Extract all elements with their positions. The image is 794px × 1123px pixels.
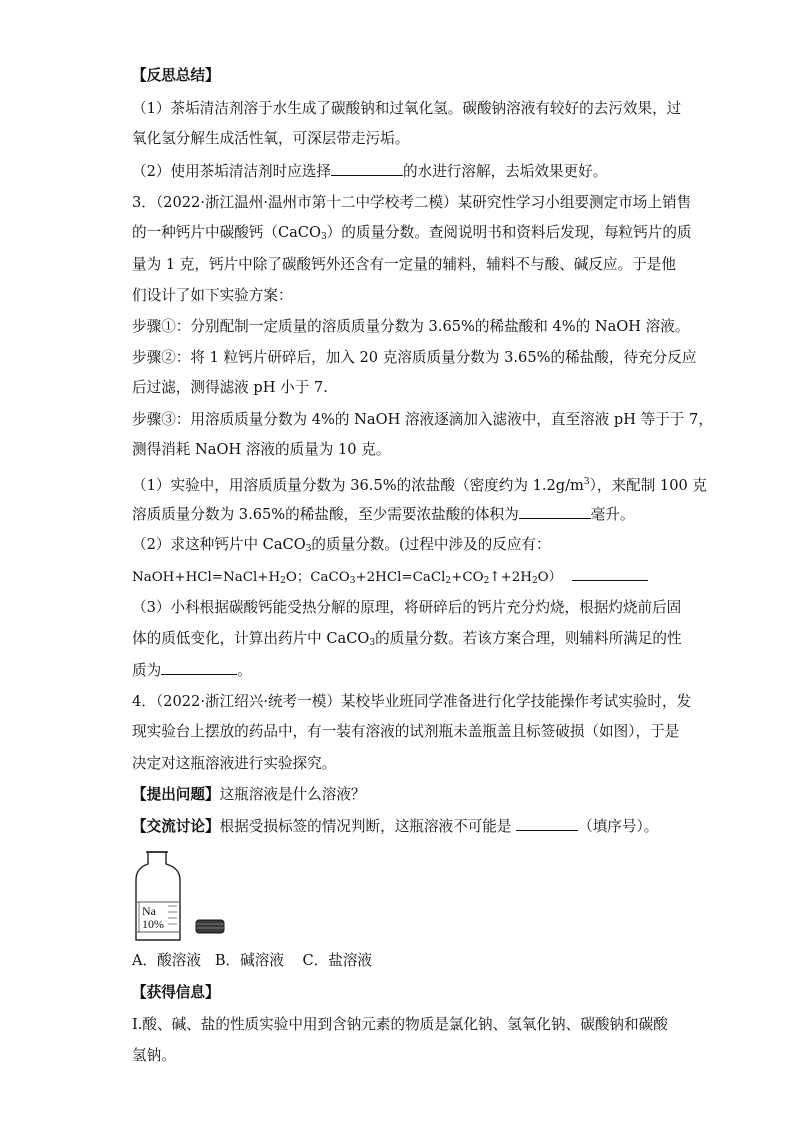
step-2-line-2: 后过滤，测得滤液 pH 小于 7. <box>132 379 328 396</box>
q3-1-text: ），来配制 100 克 <box>589 477 708 494</box>
question-3-line-2 <box>132 223 692 247</box>
q3-2-text: （2）求这种钙片中 CaCO <box>132 536 306 553</box>
step-3-line-2: 测得消耗 NaOH 溶液的质量为 10 克。 <box>132 441 391 458</box>
discussion-text: 根据受损标签的情况判断，这瓶溶液不可能是 <box>219 818 517 835</box>
info-line-1: Ⅰ.酸、碱、盐的性质实验中用到含钠元素的物质是氯化钠、氢氧化钠、碳酸钠和碳酸 <box>132 1016 668 1033</box>
question-3-part-3-line-3 <box>132 660 252 681</box>
question-4-line-2: 现实验台上摆放的药品中，有一装有溶液的试剂瓶未盖瓶盖且标签破损（如图），于是 <box>132 723 680 740</box>
question-3-part-3-line-2 <box>132 629 682 653</box>
raise-question-heading: 【提出问题】 <box>132 786 220 803</box>
q3-text: 的一种钙片中碳酸钙（CaCO <box>132 224 321 241</box>
reflect-item-2 <box>132 161 607 182</box>
answer-blank[interactable] <box>161 660 237 675</box>
answer-blank[interactable] <box>331 161 403 176</box>
answer-blank[interactable] <box>516 816 578 831</box>
question-3-line-1: 3．（2022·浙江温州·温州市第十二中学校考二模）某研究性学习小组要测定市场上销售 <box>132 194 692 211</box>
equation-text: NaOH+HCl=NaCl+H <box>132 570 281 585</box>
equation-text: O） <box>537 570 563 585</box>
discussion-heading: 【交流讨论】 <box>132 818 220 835</box>
step-1: 步骤①：分别配制一定质量的溶质质量分数为 3.65%的稀盐酸和 4%的 NaOH 溶液。 <box>132 318 690 335</box>
q3-3-text: 体的质低变化，计算出药片中 CaCO <box>132 630 370 647</box>
info-line-2: 氢钠。 <box>132 1047 176 1064</box>
question-3-part-1-line-1 <box>132 472 707 496</box>
discussion-text: （填序号）。 <box>578 818 659 835</box>
reflect-item-1-line-2: 氧化氢分解生成活性氧，可深层带走污垢。 <box>132 130 410 147</box>
equation-text: +2HCl=CaCl <box>355 570 446 585</box>
reagent-bottle-figure <box>134 850 254 942</box>
superscript: 3 <box>583 477 590 487</box>
raise-question <box>132 785 366 805</box>
raise-question-text: 这瓶溶液是什么溶液？ <box>219 786 366 803</box>
info-heading: 【获得信息】 <box>132 984 220 1001</box>
discussion <box>132 816 658 837</box>
subscript: 2 <box>483 576 490 586</box>
answer-blank[interactable] <box>572 566 648 581</box>
reflect-item-2-text-b: 的水进行溶解，去垢效果更好。 <box>403 163 608 180</box>
q3-3-text: 。 <box>237 662 252 679</box>
question-4-line-1: 4．（2022·浙江绍兴·统考一模）某校毕业班同学准备进行化学技能操作考试实验时，发 <box>132 693 692 710</box>
answer-blank[interactable] <box>519 504 591 519</box>
step-3-line-1: 步骤③：用溶质质量分数为 4%的 NaOH 溶液逐滴加入滤液中，直至溶液 pH 等于于 7， <box>132 411 713 428</box>
question-3-line-4: 们设计了如下实验方案： <box>132 287 293 304</box>
question-4-line-3: 决定对这瓶溶液进行实验探究。 <box>132 755 337 772</box>
subscript: 3 <box>349 576 356 586</box>
equation-text: O；CaCO <box>285 570 350 585</box>
q3-3-text: 质为 <box>132 662 162 679</box>
answer-options: A．酸溶液 B．碱溶液 C．盐溶液 <box>132 952 373 969</box>
q3-1-text: （1）实验中，用溶质质量分数为 36.5%的浓盐酸（密度约为 1.2g/m <box>132 477 584 494</box>
q3-text: ）的质量分数。查阅说明书和资料后发现，每粒钙片的质 <box>326 224 692 241</box>
reflect-item-2-text-a: （2）使用茶垢清洁剂时应选择 <box>132 163 332 180</box>
subscript: 2 <box>445 576 452 586</box>
step-2-line-1: 步骤②：将 1 粒钙片研碎后，加入 20 克溶质质量分数为 3.65%的稀盐酸，待充分反应 <box>132 349 697 366</box>
q3-1-text: 毫升。 <box>590 506 635 523</box>
question-3-line-3: 量为 1 克，钙片中除了碳酸钙外还含有一定量的辅料，辅料不与酸、碱反应。于是他 <box>132 256 676 273</box>
bottle-cap-icon <box>196 920 224 933</box>
question-3-part-1-line-2 <box>132 504 634 525</box>
subscript: 3 <box>320 232 327 242</box>
question-3-part-2 <box>132 535 551 559</box>
q3-3-text: 的质量分数。若该方案合理，则辅料所满足的性 <box>375 630 682 647</box>
q3-2-text: 的质量分数。(过程中涉及的反应有： <box>311 536 551 553</box>
reaction-equations <box>132 566 648 591</box>
subscript: 2 <box>280 576 286 586</box>
bottle-label-na: Na <box>142 904 156 918</box>
reagent-bottle-icon <box>134 850 254 942</box>
bottle-label-percent: 10% <box>142 917 164 931</box>
subscript: 3 <box>369 638 376 648</box>
subscript: 3 <box>305 544 312 554</box>
subscript: 2 <box>531 576 538 586</box>
equation-text: ↑+2H <box>489 570 532 585</box>
reflect-item-1-line-1: （1）茶垢清洁剂溶于水生成了碳酸钠和过氧化氢。碳酸钠溶液有较好的去污效果，过 <box>132 100 682 117</box>
section-reflect-heading: 【反思总结】 <box>132 67 220 84</box>
equation-text: +CO <box>451 570 484 585</box>
question-3-part-3-line-1: （3）小科根据碳酸钙能受热分解的原理，将研碎后的钙片充分灼烧，根据灼烧前后固 <box>132 599 682 616</box>
q3-1-text: 溶质质量分数为 3.65%的稀盐酸，至少需要浓盐酸的体积为 <box>132 506 519 523</box>
